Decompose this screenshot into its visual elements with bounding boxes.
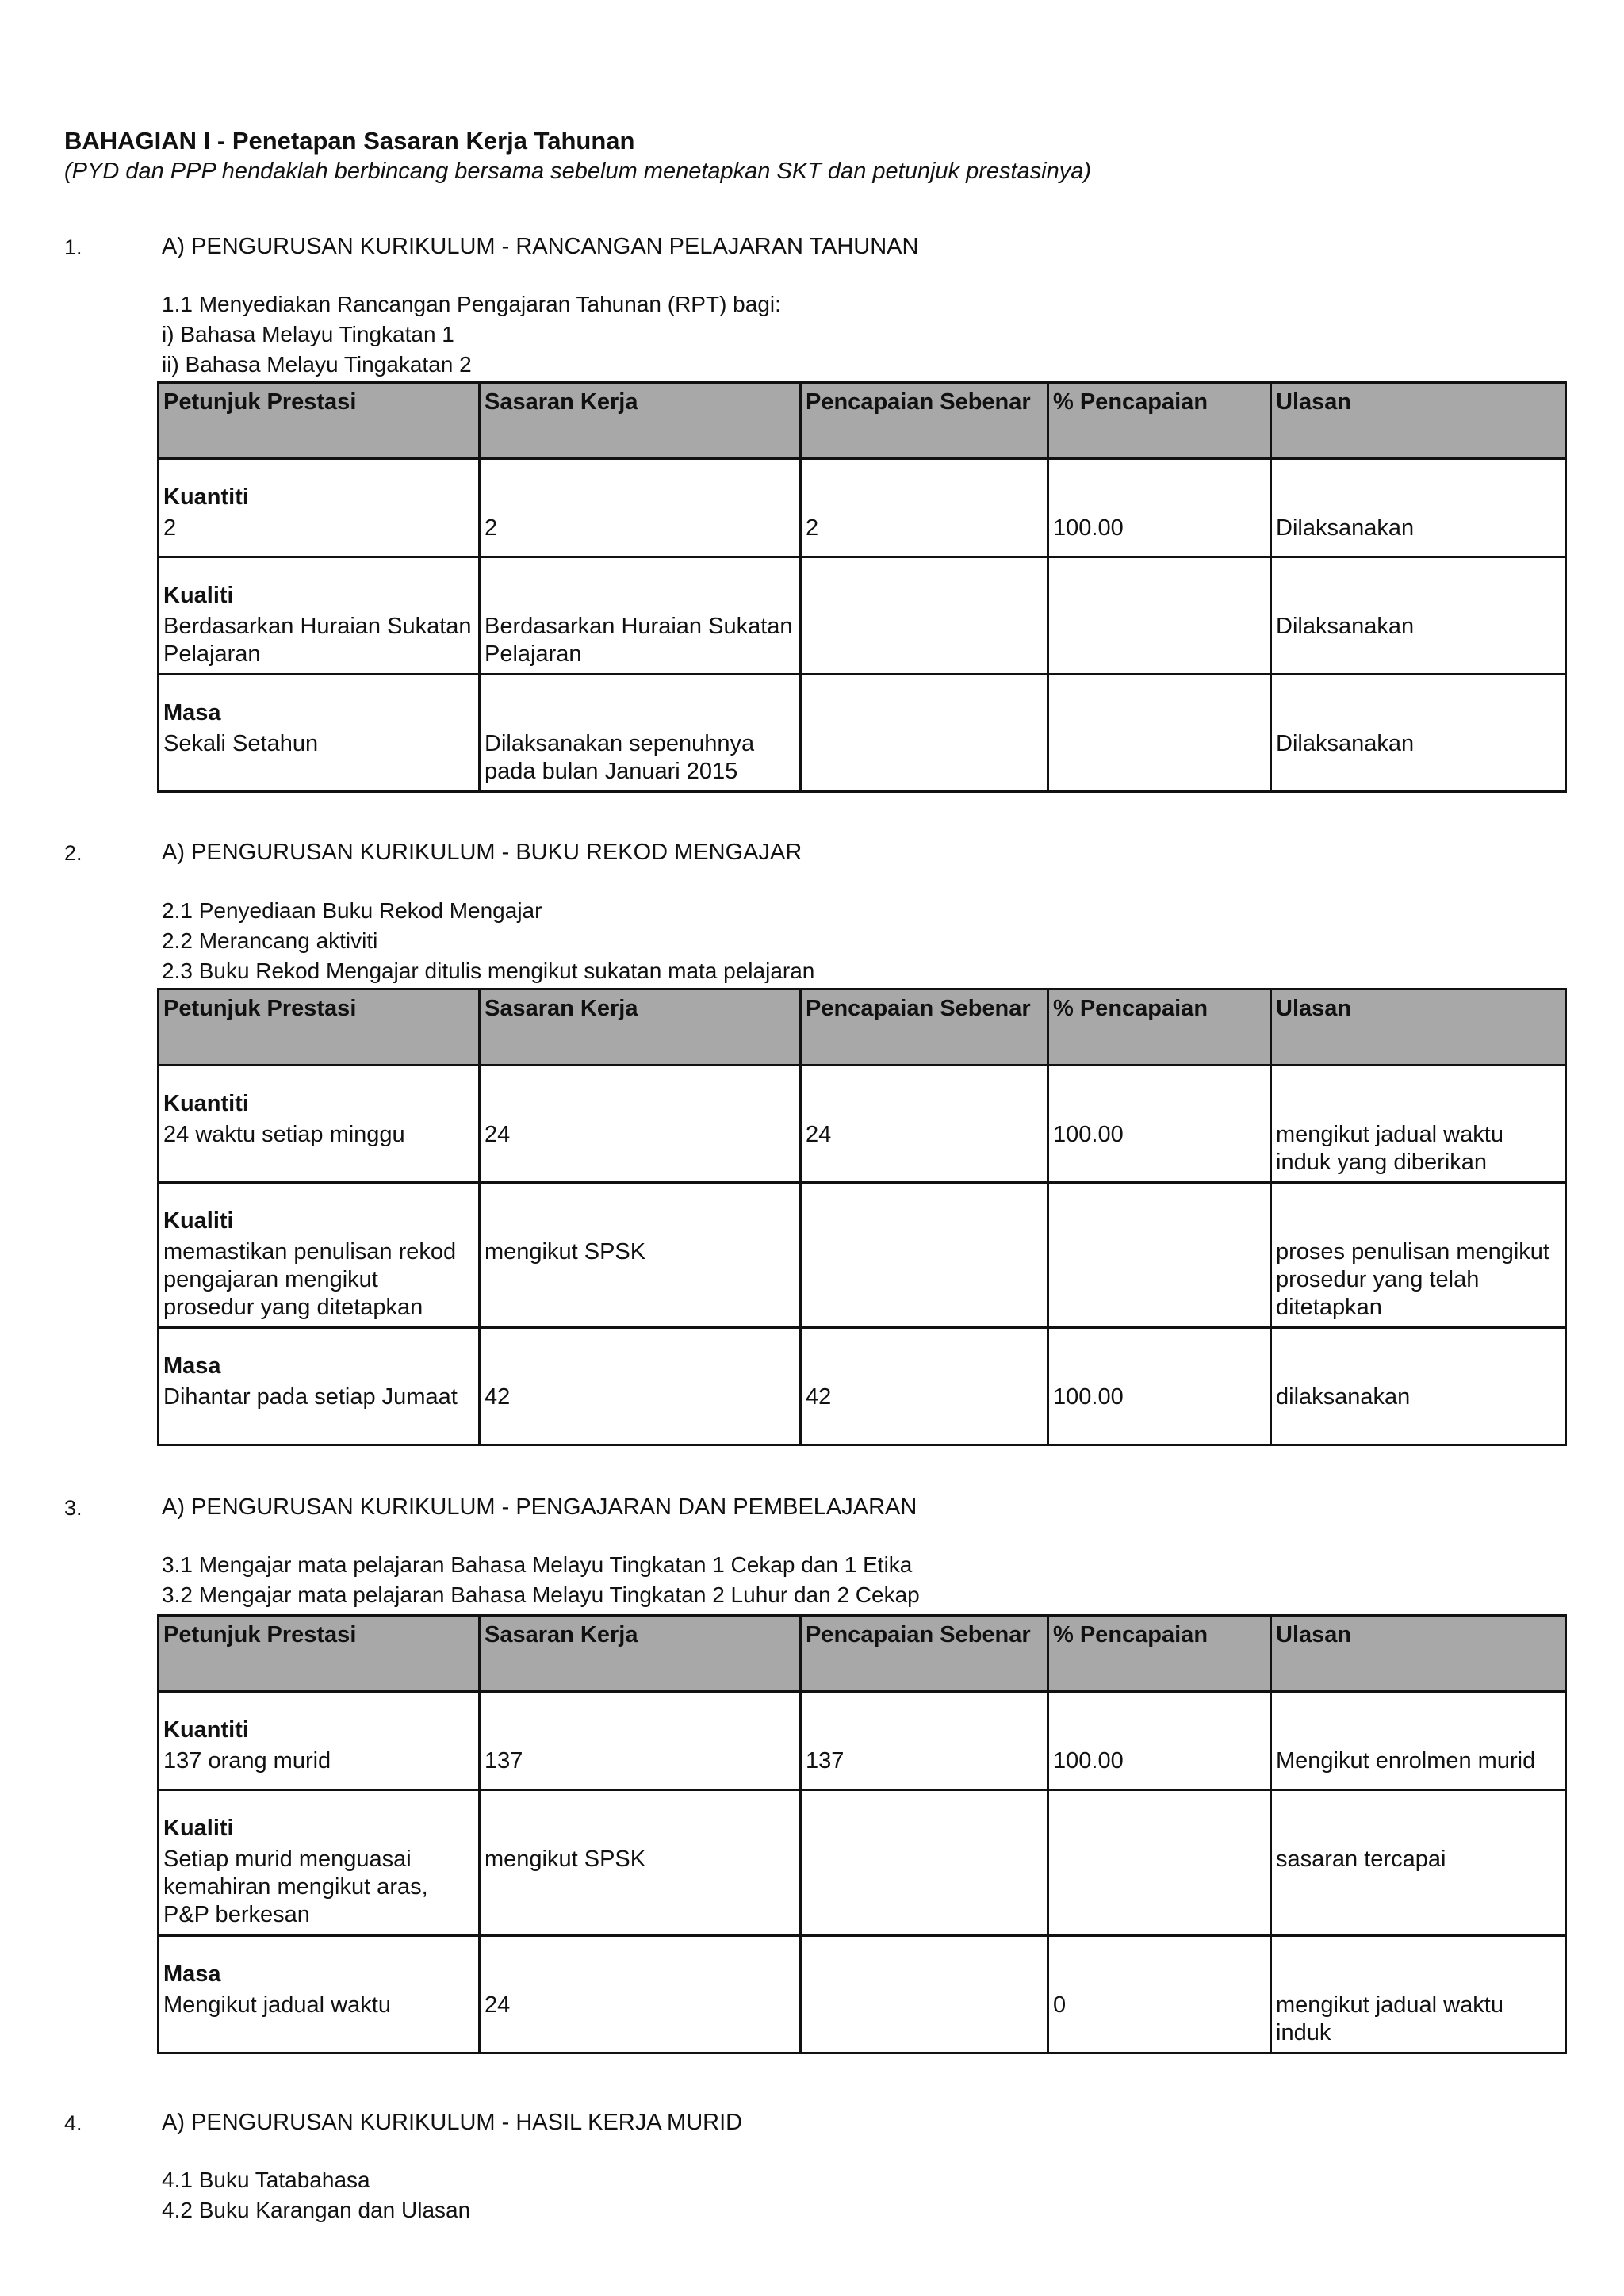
petunjuk-value: 24 waktu setiap minggu [163,1122,405,1147]
peratus-cell [1048,1066,1271,1183]
petunjuk-value: Berdasarkan Huraian Sukatan Pelajaran [163,614,472,667]
petunjuk-cell [159,1790,480,1936]
peratus-cell [1048,1328,1271,1445]
sasaran-cell [480,675,801,792]
ulasan-value: Dilaksanakan [1276,515,1415,541]
table-header-row [159,1616,1566,1692]
section-4-heading: A) PENGURUSAN KURIKULUM - HASIL KERJA MURID [162,2110,743,2135]
sasaran-cell [480,1790,801,1936]
sasaran-cell [480,1692,801,1790]
section-4-item: 4.2 Buku Karangan dan Ulasan [162,2198,471,2222]
document-title: BAHAGIAN I - Penetapan Sasaran Kerja Tahunan [64,127,635,155]
table-row [159,557,1566,675]
sasaran-value: mengikut SPSK [485,1846,646,1872]
peratus-cell [1048,1183,1271,1328]
row-category: Masa [163,1353,221,1379]
peratus-value: 0 [1053,1992,1067,2018]
table-row [159,1066,1566,1183]
section-3-number: 3. [64,1496,82,1520]
sasaran-value: Berdasarkan Huraian Sukatan Pelajaran [485,614,793,667]
section-4-number: 4. [64,2111,82,2135]
sasaran-cell [480,459,801,557]
petunjuk-cell [159,1936,480,2053]
row-category: Kualiti [163,1816,234,1841]
peratus-cell [1048,675,1271,792]
ulasan-value: sasaran tercapai [1276,1846,1446,1872]
section-3-item: 3.1 Mengajar mata pelajaran Bahasa Melayu Tingkatan 1 Cekap dan 1 Etika [162,1552,913,1577]
ulasan-value: Mengikut enrolmen murid [1276,1748,1536,1774]
header-peratus: % Pencapaian [1048,1616,1271,1692]
section-3-heading: A) PENGURUSAN KURIKULUM - PENGAJARAN DAN PEMBELAJARAN [162,1494,917,1520]
petunjuk-cell [159,1328,480,1445]
table-row [159,459,1566,557]
ulasan-cell [1271,1328,1566,1445]
section-3-table [157,1614,1567,2054]
peratus-cell [1048,459,1271,557]
table-row [159,1936,1566,2053]
table-header-row [159,989,1566,1066]
header-sasaran: Sasaran Kerja [480,383,801,459]
ulasan-value: mengikut jadual waktu induk [1276,1992,1503,2045]
table-header-row [159,383,1566,459]
sasaran-cell [480,1066,801,1183]
table-row [159,675,1566,792]
petunjuk-cell [159,675,480,792]
header-petunjuk: Petunjuk Prestasi [159,1616,480,1692]
row-category: Masa [163,1961,221,1987]
peratus-cell [1048,1790,1271,1936]
header-ulasan: Ulasan [1271,989,1566,1066]
header-petunjuk: Petunjuk Prestasi [159,383,480,459]
ulasan-cell [1271,675,1566,792]
section-1-item: 1.1 Menyediakan Rancangan Pengajaran Tahunan (RPT) bagi: [162,292,781,316]
pencapaian-cell [801,1328,1048,1445]
section-2-heading: A) PENGURUSAN KURIKULUM - BUKU REKOD MENGAJAR [162,840,802,865]
row-category: Kuantiti [163,484,249,510]
peratus-value: 100.00 [1053,1748,1124,1774]
ulasan-cell [1271,1790,1566,1936]
sasaran-cell [480,557,801,675]
table-row [159,1328,1566,1445]
header-petunjuk: Petunjuk Prestasi [159,989,480,1066]
row-category: Kualiti [163,583,234,608]
document-subtitle: (PYD dan PPP hendaklah berbincang bersama sebelum menetapkan SKT dan petunjuk prestasinya) [64,159,1092,184]
petunjuk-value: Sekali Setahun [163,731,319,756]
peratus-value: 100.00 [1053,515,1124,541]
header-pencapaian: Pencapaian Sebenar [801,383,1048,459]
section-4-items [162,2165,470,2225]
peratus-cell [1048,557,1271,675]
sasaran-value: mengikut SPSK [485,1239,646,1265]
sasaran-value: 42 [485,1384,511,1410]
petunjuk-value: 2 [163,515,177,541]
pencapaian-cell [801,1183,1048,1328]
ulasan-value: proses penulisan mengikut prosedur yang telah ditetapkan [1276,1239,1549,1320]
section-3-items [162,1550,920,1610]
pencapaian-value: 137 [806,1748,845,1774]
section-2-item: 2.3 Buku Rekod Mengajar ditulis mengikut sukatan mata pelajaran [162,959,815,983]
table-row [159,1692,1566,1790]
row-category: Masa [163,700,221,725]
section-1-item: i) Bahasa Melayu Tingkatan 1 [162,322,454,346]
peratus-value: 100.00 [1053,1122,1124,1147]
pencapaian-value: 24 [806,1122,832,1147]
header-pencapaian: Pencapaian Sebenar [801,1616,1048,1692]
section-1-table [157,381,1567,793]
petunjuk-value: 137 orang murid [163,1748,331,1774]
petunjuk-value: memastikan penulisan rekod pengajaran mengikut prosedur yang ditetapkan [163,1239,457,1320]
pencapaian-value: 42 [806,1384,832,1410]
peratus-cell [1048,1936,1271,2053]
section-3-item: 3.2 Mengajar mata pelajaran Bahasa Melayu Tingkatan 2 Luhur dan 2 Cekap [162,1582,920,1607]
ulasan-value: mengikut jadual waktu induk yang diberikan [1276,1122,1503,1175]
pencapaian-cell [801,459,1048,557]
pencapaian-cell [801,1692,1048,1790]
row-category: Kualiti [163,1208,234,1234]
header-sasaran: Sasaran Kerja [480,1616,801,1692]
header-ulasan: Ulasan [1271,383,1566,459]
section-2-items [162,896,814,986]
section-2-item: 2.2 Merancang aktiviti [162,928,378,953]
table-row [159,1790,1566,1936]
table-row [159,1183,1566,1328]
section-1-items [162,289,781,380]
header-peratus: % Pencapaian [1048,383,1271,459]
sasaran-cell [480,1936,801,2053]
ulasan-cell [1271,1066,1566,1183]
petunjuk-value: Setiap murid menguasai kemahiran mengikut aras, P&P berkesan [163,1846,428,1927]
section-1-number: 1. [64,235,82,259]
pencapaian-value: 2 [806,515,819,541]
section-2-table [157,988,1567,1446]
ulasan-cell [1271,459,1566,557]
header-pencapaian: Pencapaian Sebenar [801,989,1048,1066]
pencapaian-cell [801,1936,1048,2053]
petunjuk-cell [159,557,480,675]
sasaran-value: 24 [485,1122,511,1147]
section-4-item: 4.1 Buku Tatabahasa [162,2168,370,2192]
petunjuk-cell [159,1183,480,1328]
sasaran-value: 137 [485,1748,523,1774]
pencapaian-cell [801,1790,1048,1936]
sasaran-cell [480,1183,801,1328]
ulasan-cell [1271,1936,1566,2053]
section-2-item: 2.1 Penyediaan Buku Rekod Mengajar [162,898,542,923]
header-peratus: % Pencapaian [1048,989,1271,1066]
sasaran-value: 2 [485,515,498,541]
row-category: Kuantiti [163,1717,249,1743]
section-2-number: 2. [64,841,82,865]
peratus-value: 100.00 [1053,1384,1124,1410]
petunjuk-cell [159,1066,480,1183]
row-category: Kuantiti [163,1091,249,1116]
pencapaian-cell [801,557,1048,675]
ulasan-value: dilaksanakan [1276,1384,1411,1410]
ulasan-cell [1271,1692,1566,1790]
header-sasaran: Sasaran Kerja [480,989,801,1066]
header-ulasan: Ulasan [1271,1616,1566,1692]
sasaran-cell [480,1328,801,1445]
peratus-cell [1048,1692,1271,1790]
petunjuk-cell [159,459,480,557]
pencapaian-cell [801,675,1048,792]
ulasan-value: Dilaksanakan [1276,614,1415,639]
ulasan-cell [1271,557,1566,675]
sasaran-value: 24 [485,1992,511,2018]
sasaran-value: Dilaksanakan sepenuhnya pada bulan Januari 2015 [485,731,755,784]
pencapaian-cell [801,1066,1048,1183]
ulasan-value: Dilaksanakan [1276,731,1415,756]
ulasan-cell [1271,1183,1566,1328]
petunjuk-cell [159,1692,480,1790]
petunjuk-value: Mengikut jadual waktu [163,1992,391,2018]
section-1-heading: A) PENGURUSAN KURIKULUM - RANCANGAN PELAJARAN TAHUNAN [162,234,919,259]
section-1-item: ii) Bahasa Melayu Tingakatan 2 [162,352,472,377]
petunjuk-value: Dihantar pada setiap Jumaat [163,1384,458,1410]
